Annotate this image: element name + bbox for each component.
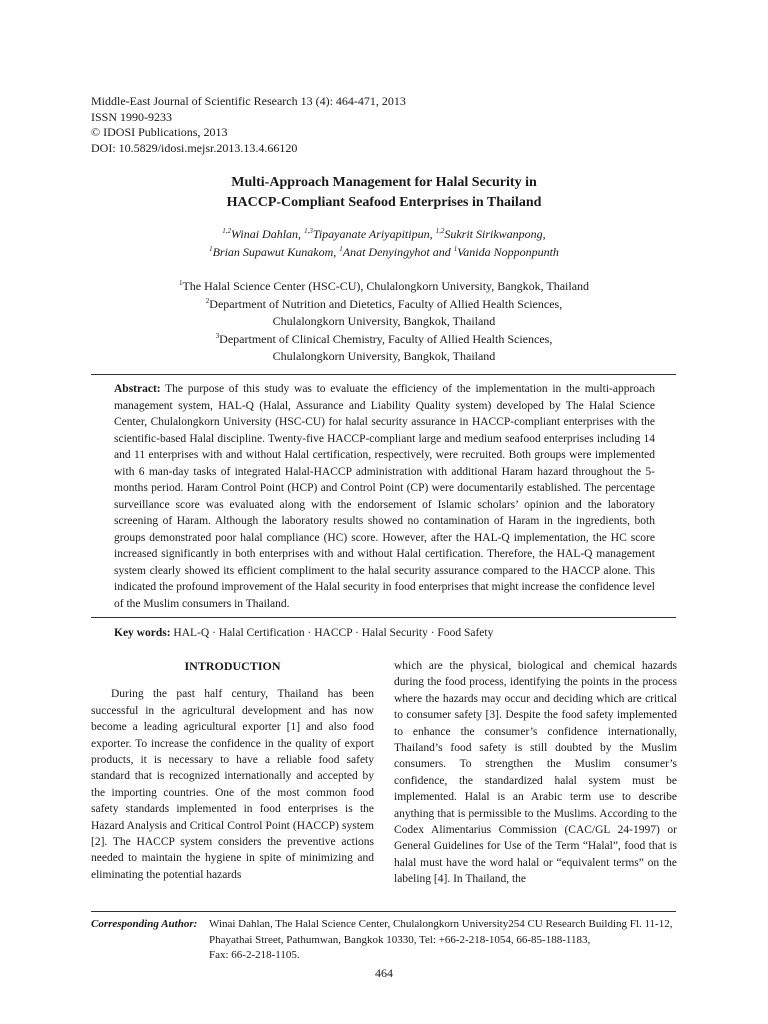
body-paragraph: During the past half century, Thailand has been successful in the agricultural development and has now become a leading agricultural exporter [1] and also food exporter. To increase the confidence in the quality of export products, it is necessary to have a reliable food safety standard that is recognized internationally and accepted by the importing countries. One of the most common food safety standards implemented in food enterprises is the Hazard Analysis and Critical Control Point (HACCP) system [2]. The HACCP system considers the preventive actions needed to maintain the hygiene in spite of minimizing and eliminating the potential hazards [91,688,374,881]
keywords-text: HAL-Q · Halal Certification · HACCP · Halal Security · Food Safety [170,627,494,639]
title-line-1: Multi-Approach Management for Halal Security in [231,175,537,190]
abstract-text: The purpose of this study was to evaluate the efficiency of the implementation in the multi-approach management system, HAL-Q (Halal, Assurance and Liability Quality system) developed by The Halal Science Center, Chulalongkorn University (HSC-CU) for halal security assurance in HACCP-compliant enterprises with the scientific-based Halal discipline. Twenty-five HACCP-compliant large and medium seafood enterprises including 14 and 11 enterprises with and without Halal certification, respectively, were recruited. Both groups were implemented with 6 man-day tasks of integrated Halal-HACCP administration with additional Haram hazard throughout the 5-months period. Haram Control Point (HCP) and Control Point (CP) were documentarily established. The percentage surveillance score was evaluated along with the endorsement of Islamic scholars’ opinion and the laboratory screening of Haram. Although the laboratory results showed no contamination of Haram in the ingredients, both groups demonstrated poor halal compliance (HC) score. However, after the HAL-Q implementation, the HC score increased significantly in both enterprises with and without Halal certification. Therefore, the HAL-Q management system clearly showed its efficient compliment to the halal security assurance compared to the HACCP alone. This indicated the profound improvement of the Halal security in food enterprises that might increase the confidence level of the Muslim consumers in Thailand. [114,383,655,610]
corresponding-author-label: Corresponding Author: [91,918,198,930]
author-name: Anat Denyingyhot and [342,245,454,259]
abstract-label: Abstract: [114,383,161,395]
corresponding-author-details [209,917,679,964]
journal-citation: Middle-East Journal of Scientific Research 13 (4): 464-471, 2013 [91,94,406,108]
footnote-rule [91,911,676,912]
affiliation-text: Department of Nutrition and Dietetics, Faculty of Allied Health Sciences, [209,296,563,311]
abstract [114,381,655,612]
affiliation-text: The Halal Science Center (HSC-CU), Chulalongkorn University, Bangkok, Thailand [182,279,590,293]
journal-issn: ISSN 1990-9233 [91,109,173,124]
affiliation-mark: 1 [178,279,183,287]
journal-info [91,94,406,156]
corresponding-line-2: Phayathai Street, Pathumwan, Bangkok 10330, Tel: +66-2-218-1054, 66-85-188-1183, [209,933,591,946]
left-column [91,658,374,883]
affiliation-3 [0,331,768,349]
affiliation-text: Department of Clinical Chemistry, Faculty of Allied Health Sciences, [219,331,553,346]
author-list [0,225,768,261]
section-heading-introduction: INTRODUCTION [184,659,281,673]
page-number: 464 [375,966,393,980]
author-name: Winai Dahlan, [231,227,305,241]
keywords-label: Key words: [114,627,171,639]
abstract-bottom-rule [91,617,676,618]
author-line-2 [0,243,768,261]
journal-doi: DOI: 10.5829/idosi.mejsr.2013.13.4.66120 [91,140,298,155]
keywords [114,625,655,641]
author-affiliation-mark: 1,2 [222,227,232,235]
author-affiliation-mark: 1 [209,245,213,253]
author-affiliation-mark: 1 [453,245,458,253]
author-name: Sukrit Sirikwanpong, [444,227,546,241]
corresponding-line-1: Winai Dahlan, The Halal Science Center, Chulalongkorn University254 CU Research Building Fl. 11-12, [209,918,673,930]
right-column [394,658,677,888]
body-paragraph: which are the physical, biological and chemical hazards during the food process, identifying the points in the process where the hazards may occur and deciding which are critical to consumer safety [3]. Despite the food safety implemented to enhance the consumer’s confidence internationally, Thailand’s food safety is still doubted by the Muslim consumers. To strengthen the Muslim consumer’s confidence, the standardized halal system must be implemented. Halal is an Arabic term use to describe anything that is permissible to the Muslims. According to the Codex Alimentarius Commission (CAC/GL 24-1997) or General Guidelines for Use of the Term “Halal”, food that is halal must have the word halal or “equivalent terms” on the labeling [4]. In Thailand, the [394,660,677,886]
author-affiliation-mark: 1,2 [435,227,445,235]
author-name: Vanida Nopponpunth [457,245,559,259]
author-name: Tipayanate Ariyapitipun, [312,227,436,241]
affiliation-mark: 2 [205,296,210,305]
affiliation-2 [0,296,768,314]
affiliation-2-cont: Chulalongkorn University, Bangkok, Thailand [272,314,496,328]
corresponding-line-3: Fax: 66-2-218-1105. [209,949,300,961]
paper-title [0,173,768,213]
affiliation-mark: 3 [215,331,220,340]
affiliation-3-cont: Chulalongkorn University, Bangkok, Thailand [272,349,496,363]
affiliation-1 [0,278,768,296]
abstract-top-rule [91,374,676,375]
affiliation-list [0,278,768,366]
author-affiliation-mark: 1 [339,245,343,253]
author-line-1 [0,225,768,243]
journal-copyright: © IDOSI Publications, 2013 [91,125,228,140]
author-name: Brian Supawut Kunakom, [212,245,340,259]
title-line-2: HACCP-Compliant Seafood Enterprises in Thailand [226,195,542,210]
author-affiliation-mark: 1,3 [304,227,313,235]
